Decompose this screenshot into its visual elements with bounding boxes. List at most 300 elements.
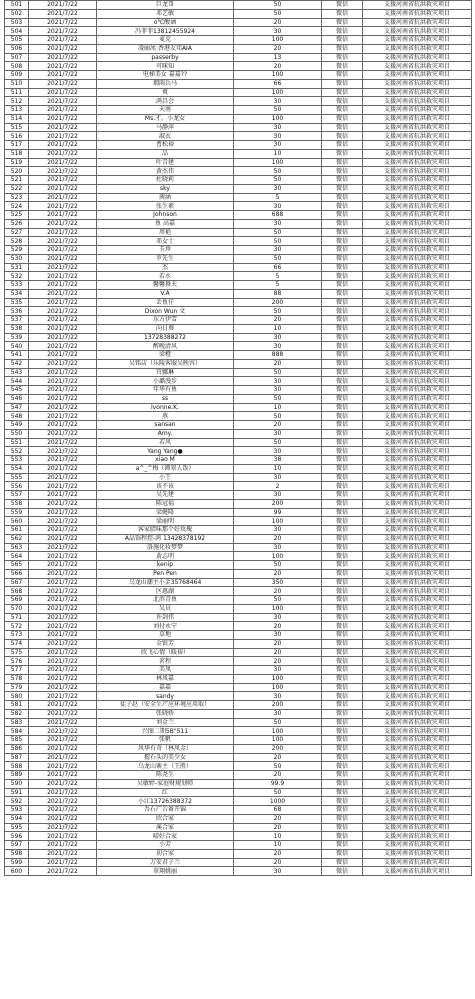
- table-row: [5, 421, 472, 430]
- table-row: [5, 631, 472, 640]
- row-project: 支援河南省抗洪救灾项目: [363, 718, 472, 727]
- row-donor-name: 该不该: [97, 482, 234, 491]
- row-channel: 微信: [322, 62, 363, 71]
- row-channel: 微信: [322, 403, 363, 412]
- table-row: [5, 657, 472, 666]
- row-project: 支援河南省抗洪救灾项目: [363, 832, 472, 841]
- row-date: 2021/7/22: [29, 849, 97, 858]
- row-amount: 30: [234, 97, 322, 106]
- table-row: [5, 324, 472, 333]
- table-row: [5, 526, 472, 535]
- table-row: [5, 727, 472, 736]
- row-number: 545: [5, 386, 29, 395]
- row-donor-name: 风华有奇（林凤金）: [97, 744, 234, 753]
- row-amount: 50: [234, 561, 322, 570]
- row-date: 2021/7/22: [29, 79, 97, 88]
- row-channel: 微信: [322, 709, 363, 718]
- row-project: 支援河南省抗洪救灾项目: [363, 464, 472, 473]
- row-channel: 微信: [322, 683, 363, 692]
- table-row: [5, 806, 472, 815]
- row-date: 2021/7/22: [29, 176, 97, 185]
- row-donor-name: 梁橙: [97, 351, 234, 360]
- row-project: 支援河南省抗洪救灾项目: [363, 202, 472, 211]
- row-date: 2021/7/22: [29, 701, 97, 710]
- row-number: 541: [5, 351, 29, 360]
- row-number: 525: [5, 211, 29, 220]
- row-date: 2021/7/22: [29, 36, 97, 45]
- row-amount: 20: [234, 44, 322, 53]
- row-channel: 微信: [322, 281, 363, 290]
- row-donor-name: 曹松裕: [97, 141, 234, 150]
- row-amount: 50: [234, 1, 322, 10]
- row-date: 2021/7/22: [29, 167, 97, 176]
- row-amount: 20: [234, 622, 322, 631]
- row-donor-name: 杰: [97, 263, 234, 272]
- row-project: 支援河南省抗洪救灾项目: [363, 106, 472, 115]
- row-channel: 微信: [322, 841, 363, 850]
- row-number: 565: [5, 561, 29, 570]
- row-channel: 微信: [322, 324, 363, 333]
- row-number: 526: [5, 219, 29, 228]
- table-row: [5, 464, 472, 473]
- row-number: 571: [5, 613, 29, 622]
- row-number: 557: [5, 491, 29, 500]
- row-project: 支援河南省抗洪救灾项目: [363, 499, 472, 508]
- row-number: 548: [5, 412, 29, 421]
- table-row: [5, 377, 472, 386]
- row-date: 2021/7/22: [29, 534, 97, 543]
- row-date: 2021/7/22: [29, 604, 97, 613]
- row-number: 568: [5, 587, 29, 596]
- row-date: 2021/7/22: [29, 132, 97, 141]
- row-channel: 微信: [322, 438, 363, 447]
- row-date: 2021/7/22: [29, 858, 97, 867]
- row-channel: 微信: [322, 482, 363, 491]
- row-amount: 50: [234, 368, 322, 377]
- row-donor-name: 区惠湖: [97, 587, 234, 596]
- row-project: 支援河南省抗洪救灾项目: [363, 561, 472, 570]
- row-project: 支援河南省抗洪救灾项目: [363, 123, 472, 132]
- row-amount: 38: [234, 456, 322, 465]
- row-date: 2021/7/22: [29, 709, 97, 718]
- row-amount: 20: [234, 814, 322, 823]
- row-donor-name: 麦克: [97, 36, 234, 45]
- row-date: 2021/7/22: [29, 123, 97, 132]
- row-donor-name: 邓艺敏: [97, 9, 234, 18]
- row-date: 2021/7/22: [29, 639, 97, 648]
- table-row: [5, 184, 472, 193]
- row-project: 支援河南省抗洪救灾项目: [363, 622, 472, 631]
- row-project: 支援河南省抗洪救灾项目: [363, 307, 472, 316]
- row-number: 501: [5, 1, 29, 10]
- table-row: [5, 123, 472, 132]
- row-date: 2021/7/22: [29, 193, 97, 202]
- row-amount: 30: [234, 631, 322, 640]
- row-date: 2021/7/22: [29, 27, 97, 36]
- row-project: 支援河南省抗洪救灾项目: [363, 141, 472, 150]
- row-donor-name: 鸿昌会: [97, 97, 234, 106]
- row-channel: 微信: [322, 806, 363, 815]
- table-row: [5, 211, 472, 220]
- row-number: 591: [5, 788, 29, 797]
- row-amount: 50: [234, 228, 322, 237]
- row-date: 2021/7/22: [29, 596, 97, 605]
- row-donor-name: Amy.: [97, 429, 234, 438]
- row-number: 594: [5, 814, 29, 823]
- row-donor-name: kenip: [97, 561, 234, 570]
- table-row: [5, 674, 472, 683]
- table-row: [5, 202, 472, 211]
- row-channel: 微信: [322, 211, 363, 220]
- row-project: 支援河南省抗洪救灾项目: [363, 491, 472, 500]
- row-donor-name: 梁健隆: [97, 508, 234, 517]
- row-number: 592: [5, 797, 29, 806]
- row-number: 519: [5, 158, 29, 167]
- row-number: 550: [5, 429, 29, 438]
- table-row: [5, 736, 472, 745]
- row-amount: 200: [234, 744, 322, 753]
- table-row: [5, 543, 472, 552]
- row-number: 532: [5, 272, 29, 281]
- row-amount: 1000: [234, 797, 322, 806]
- row-amount: 30: [234, 377, 322, 386]
- row-project: 支援河南省抗洪救灾项目: [363, 456, 472, 465]
- row-donor-name: 刘金兰: [97, 718, 234, 727]
- row-number: 513: [5, 106, 29, 115]
- row-donor-name: 徒子赵（安全生产应环境应用取）: [97, 701, 234, 710]
- row-project: 支援河南省抗洪救灾项目: [363, 543, 472, 552]
- row-donor-name: 嘉嘉: [97, 683, 234, 692]
- row-amount: 50: [234, 307, 322, 316]
- row-number: 552: [5, 447, 29, 456]
- row-project: 支援河南省抗洪救灾项目: [363, 79, 472, 88]
- row-channel: 微信: [322, 219, 363, 228]
- row-donor-name: 晴好合家: [97, 832, 234, 841]
- table-row: [5, 692, 472, 701]
- row-date: 2021/7/22: [29, 552, 97, 561]
- row-amount: 30: [234, 473, 322, 482]
- table-row: [5, 307, 472, 316]
- row-amount: 20: [234, 753, 322, 762]
- row-amount: 20: [234, 359, 322, 368]
- row-donor-name: 丢鱼仔: [97, 298, 234, 307]
- row-project: 支援河南省抗洪救灾项目: [363, 403, 472, 412]
- row-date: 2021/7/22: [29, 657, 97, 666]
- row-donor-name: 若水: [97, 272, 234, 281]
- table-row: [5, 71, 472, 80]
- table-row: [5, 167, 472, 176]
- table-row: [5, 176, 472, 185]
- row-number: 590: [5, 779, 29, 788]
- row-amount: 20: [234, 569, 322, 578]
- row-donor-name: 客家腊味那个好玫瑰: [97, 526, 234, 535]
- table-row: [5, 141, 472, 150]
- row-amount: 50: [234, 762, 322, 771]
- row-channel: 微信: [322, 132, 363, 141]
- row-donor-name: 向日葵: [97, 324, 234, 333]
- row-date: 2021/7/22: [29, 281, 97, 290]
- table-row: [5, 841, 472, 850]
- row-date: 2021/7/22: [29, 438, 97, 447]
- row-channel: 微信: [322, 473, 363, 482]
- table-row: [5, 762, 472, 771]
- row-channel: 微信: [322, 648, 363, 657]
- table-row: [5, 456, 472, 465]
- row-channel: 微信: [322, 499, 363, 508]
- row-number: 559: [5, 508, 29, 517]
- row-amount: 2: [234, 482, 322, 491]
- row-amount: 30: [234, 543, 322, 552]
- row-amount: 30: [234, 333, 322, 342]
- row-donor-name: xiao M: [97, 456, 234, 465]
- row-number: 546: [5, 394, 29, 403]
- row-date: 2021/7/22: [29, 473, 97, 482]
- row-project: 支援河南省抗洪救灾项目: [363, 692, 472, 701]
- row-amount: 20: [234, 639, 322, 648]
- row-channel: 微信: [322, 429, 363, 438]
- row-amount: 30: [234, 429, 322, 438]
- table-row: [5, 473, 472, 482]
- table-row: [5, 858, 472, 867]
- row-project: 支援河南省抗洪救灾项目: [363, 709, 472, 718]
- row-channel: 微信: [322, 666, 363, 675]
- table-row: [5, 718, 472, 727]
- row-amount: 30: [234, 132, 322, 141]
- row-channel: 微信: [322, 298, 363, 307]
- row-donor-name: 黄杰伟: [97, 167, 234, 176]
- table-row: [5, 316, 472, 325]
- table-row: [5, 281, 472, 290]
- row-project: 支援河南省抗洪救灾项目: [363, 158, 472, 167]
- row-donor-name: 凌丽冰 香港友邦AIA: [97, 44, 234, 53]
- row-number: 524: [5, 202, 29, 211]
- row-donor-name: 醉晚清风: [97, 342, 234, 351]
- row-date: 2021/7/22: [29, 289, 97, 298]
- table-row: [5, 709, 472, 718]
- row-channel: 微信: [322, 561, 363, 570]
- row-project: 支援河南省抗洪救灾项目: [363, 788, 472, 797]
- row-project: 支援河南省抗洪救灾项目: [363, 53, 472, 62]
- table-row: [5, 193, 472, 202]
- row-project: 支援河南省抗洪救灾项目: [363, 849, 472, 858]
- row-amount: 100: [234, 736, 322, 745]
- row-amount: 30: [234, 246, 322, 255]
- row-amount: 30: [234, 342, 322, 351]
- row-date: 2021/7/22: [29, 788, 97, 797]
- row-project: 支援河南省抗洪救灾项目: [363, 149, 472, 158]
- row-donor-name: 黄志明: [97, 552, 234, 561]
- row-channel: 微信: [322, 97, 363, 106]
- row-number: 583: [5, 718, 29, 727]
- row-number: 549: [5, 421, 29, 430]
- row-date: 2021/7/22: [29, 806, 97, 815]
- table-row: [5, 622, 472, 631]
- row-donor-name: 年华有鱼: [97, 386, 234, 395]
- row-number: 547: [5, 403, 29, 412]
- row-channel: 微信: [322, 613, 363, 622]
- row-amount: 66: [234, 263, 322, 272]
- row-project: 支援河南省抗洪救灾项目: [363, 639, 472, 648]
- row-number: 578: [5, 674, 29, 683]
- row-project: 支援河南省抗洪救灾项目: [363, 841, 472, 850]
- row-amount: 200: [234, 298, 322, 307]
- row-amount: 30: [234, 123, 322, 132]
- table-row: [5, 359, 472, 368]
- row-project: 支援河南省抗洪救灾项目: [363, 806, 472, 815]
- row-number: 512: [5, 97, 29, 106]
- row-date: 2021/7/22: [29, 779, 97, 788]
- table-row: [5, 333, 472, 342]
- row-date: 2021/7/22: [29, 403, 97, 412]
- row-date: 2021/7/22: [29, 211, 97, 220]
- row-channel: 微信: [322, 508, 363, 517]
- row-amount: 30: [234, 141, 322, 150]
- table-row: [5, 79, 472, 88]
- row-date: 2021/7/22: [29, 386, 97, 395]
- row-date: 2021/7/22: [29, 149, 97, 158]
- row-amount: 20: [234, 849, 322, 858]
- row-donor-name: 若风: [97, 438, 234, 447]
- row-donor-name: Yang Yang●: [97, 447, 234, 456]
- row-date: 2021/7/22: [29, 333, 97, 342]
- row-number: 587: [5, 753, 29, 762]
- row-number: 544: [5, 377, 29, 386]
- table-row: [5, 648, 472, 657]
- row-donor-name: 红: [97, 788, 234, 797]
- row-project: 支援河南省抗洪救灾项目: [363, 219, 472, 228]
- row-date: 2021/7/22: [29, 394, 97, 403]
- row-channel: 微信: [322, 753, 363, 762]
- table-row: [5, 149, 472, 158]
- row-project: 支援河南省抗洪救灾项目: [363, 412, 472, 421]
- row-donor-name: 小江13726388372: [97, 797, 234, 806]
- row-channel: 微信: [322, 88, 363, 97]
- row-channel: 微信: [322, 823, 363, 832]
- row-donor-name: 爽: [97, 88, 234, 97]
- row-donor-name: 张晓娇: [97, 709, 234, 718]
- row-amount: 100: [234, 727, 322, 736]
- row-amount: 100: [234, 683, 322, 692]
- row-donor-name: 官娜琳: [97, 368, 234, 377]
- row-project: 支援河南省抗洪救灾项目: [363, 114, 472, 123]
- row-project: 支援河南省抗洪救灾项目: [363, 823, 472, 832]
- row-number: 539: [5, 333, 29, 342]
- row-number: 595: [5, 823, 29, 832]
- row-channel: 微信: [322, 202, 363, 211]
- row-project: 支援河南省抗洪救灾项目: [363, 447, 472, 456]
- row-amount: 20: [234, 771, 322, 780]
- row-donor-name: 电梯美女 嘉嘉??: [97, 71, 234, 80]
- row-date: 2021/7/22: [29, 727, 97, 736]
- row-number: 576: [5, 657, 29, 666]
- row-channel: 微信: [322, 491, 363, 500]
- row-donor-name: A晶饰程控-鸿 13428378192: [97, 534, 234, 543]
- row-amount: 30: [234, 867, 322, 876]
- row-amount: 10: [234, 841, 322, 850]
- row-project: 支援河南省抗洪救灾项目: [363, 429, 472, 438]
- table-row: [5, 534, 472, 543]
- row-donor-name: 美凤: [97, 666, 234, 675]
- row-project: 支援河南省抗洪救灾项目: [363, 377, 472, 386]
- row-channel: 微信: [322, 762, 363, 771]
- row-amount: 50: [234, 237, 322, 246]
- row-date: 2021/7/22: [29, 237, 97, 246]
- row-channel: 微信: [322, 771, 363, 780]
- row-project: 支援河南省抗洪救灾项目: [363, 517, 472, 526]
- row-amount: 20: [234, 62, 322, 71]
- row-amount: 50: [234, 718, 322, 727]
- row-number: 533: [5, 281, 29, 290]
- row-donor-name: 茗程: [97, 657, 234, 666]
- row-donor-name: 万安君子兰: [97, 858, 234, 867]
- row-channel: 微信: [322, 307, 363, 316]
- row-date: 2021/7/22: [29, 62, 97, 71]
- table-row: [5, 639, 472, 648]
- row-amount: 100: [234, 552, 322, 561]
- row-date: 2021/7/22: [29, 307, 97, 316]
- row-donor-name: 金银芳: [97, 639, 234, 648]
- table-row: [5, 849, 472, 858]
- row-channel: 微信: [322, 701, 363, 710]
- row-date: 2021/7/22: [29, 97, 97, 106]
- row-channel: 微信: [322, 814, 363, 823]
- row-number: 567: [5, 578, 29, 587]
- row-amount: 99.9: [234, 779, 322, 788]
- row-date: 2021/7/22: [29, 613, 97, 622]
- row-date: 2021/7/22: [29, 841, 97, 850]
- row-number: 529: [5, 246, 29, 255]
- row-number: 582: [5, 709, 29, 718]
- row-number: 569: [5, 596, 29, 605]
- table-row: [5, 753, 472, 762]
- row-channel: 微信: [322, 394, 363, 403]
- row-project: 支援河南省抗洪救灾项目: [363, 797, 472, 806]
- row-project: 支援河南省抗洪救灾项目: [363, 578, 472, 587]
- row-date: 2021/7/22: [29, 631, 97, 640]
- row-number: 566: [5, 569, 29, 578]
- row-number: 564: [5, 552, 29, 561]
- table-row: [5, 561, 472, 570]
- row-date: 2021/7/22: [29, 421, 97, 430]
- row-project: 支援河南省抗洪救灾项目: [363, 62, 472, 71]
- row-amount: 30: [234, 219, 322, 228]
- row-channel: 微信: [322, 386, 363, 395]
- table-row: [5, 1, 472, 10]
- row-project: 支援河南省抗洪救灾项目: [363, 727, 472, 736]
- row-donor-name: a^_^梅（谭翠人饭）: [97, 464, 234, 473]
- row-date: 2021/7/22: [29, 158, 97, 167]
- table-row: [5, 412, 472, 421]
- row-number: 531: [5, 263, 29, 272]
- row-project: 支援河南省抗洪救灾项目: [363, 368, 472, 377]
- row-donor-name: 吴员: [97, 604, 234, 613]
- row-number: 581: [5, 701, 29, 710]
- row-amount: 66: [234, 79, 322, 88]
- row-date: 2021/7/22: [29, 141, 97, 150]
- row-amount: 20: [234, 421, 322, 430]
- row-date: 2021/7/22: [29, 272, 97, 281]
- row-donor-name: 马静萍: [97, 123, 234, 132]
- row-project: 支援河南省抗洪救灾项目: [363, 211, 472, 220]
- table-row: [5, 517, 472, 526]
- table-row: [5, 596, 472, 605]
- row-number: 573: [5, 631, 29, 640]
- row-amount: 20: [234, 648, 322, 657]
- row-channel: 微信: [322, 1, 363, 10]
- row-number: 588: [5, 762, 29, 771]
- row-number: 553: [5, 456, 29, 465]
- row-channel: 微信: [322, 526, 363, 535]
